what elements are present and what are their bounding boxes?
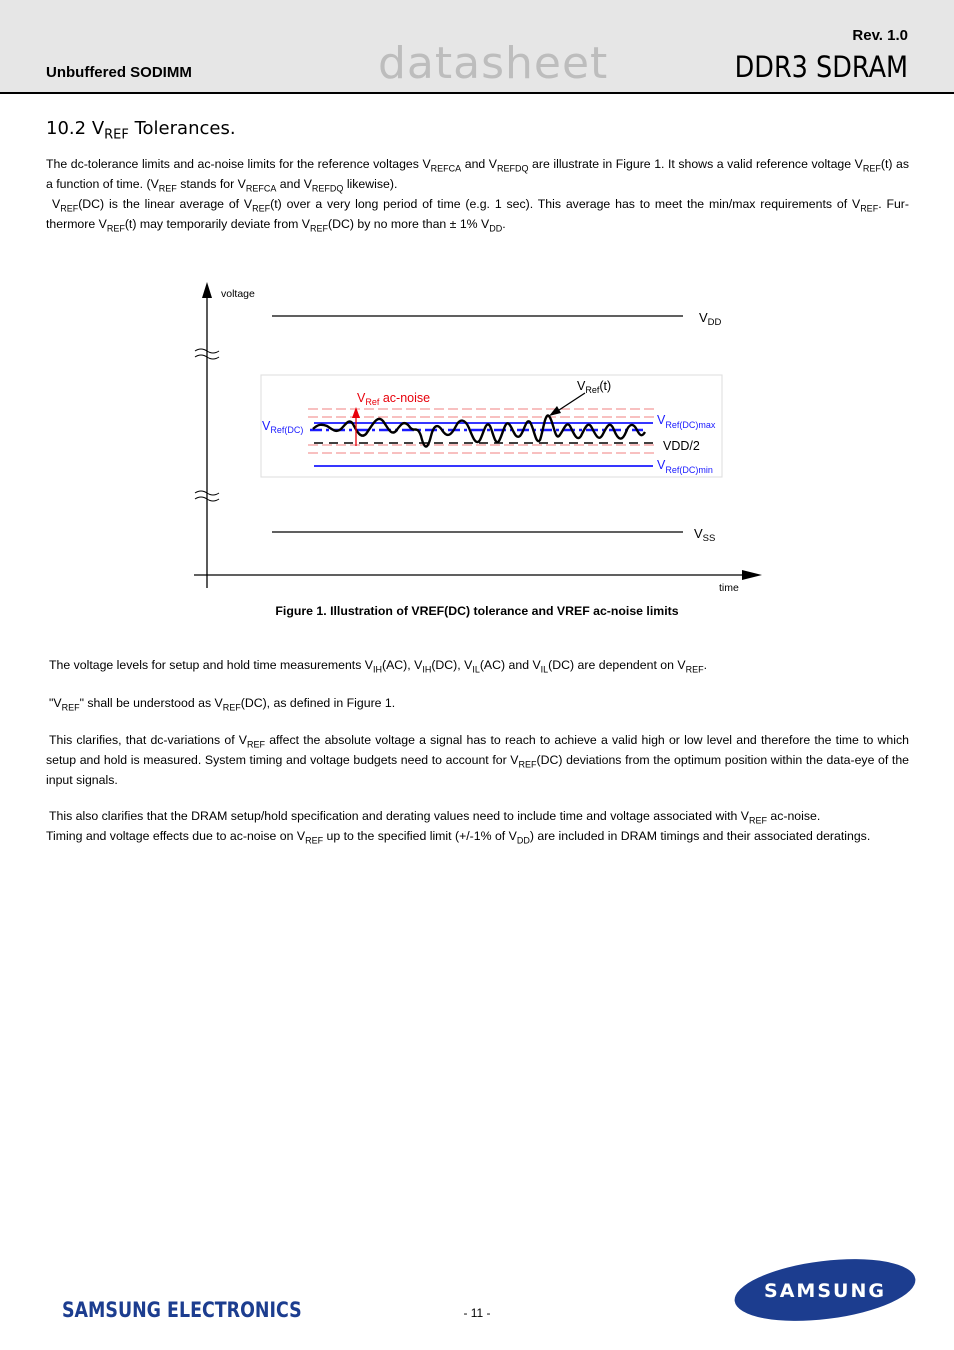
paragraph-ac-noise-derating: This also clarifies that the DRAM setup/hold specification and derating values need to include time and voltage associated with $V_{REF}$ ac-noise. bbox=[49, 809, 821, 826]
document-title: DDR3 SDRAM bbox=[734, 50, 908, 84]
x-axis-arrow bbox=[742, 570, 762, 580]
vref-ac-noise-label: $V_{Ref}$ ac-noise bbox=[357, 391, 431, 407]
vref-dc-max-label: $V_{Ref(DC)max}$ bbox=[657, 413, 716, 430]
vref-dc-min-label: $V_{Ref(DC)min}$ bbox=[657, 458, 713, 475]
samsung-logo bbox=[732, 1256, 922, 1326]
revision: Rev. 1.0 bbox=[852, 27, 908, 44]
axis-label-time: time bbox=[719, 582, 739, 594]
axis-label-voltage: voltage bbox=[221, 288, 255, 300]
watermark: datasheet bbox=[378, 38, 609, 89]
vref-t-label: $V_{Ref}(t)$ bbox=[577, 379, 612, 395]
logo-text: SAMSUNG bbox=[764, 1280, 886, 1302]
vdd-label: $V_{DD}$ bbox=[699, 310, 722, 328]
paragraph-vref-definition: "$V_{REF}$" shall be understood as $V_{REF}(DC)$, as defined in Figure 1. bbox=[49, 696, 396, 713]
vref-dc-label: $V_{Ref(DC)}$ bbox=[262, 419, 304, 435]
section-title: 10.2 $V_{REF}$ Tolerances. bbox=[46, 118, 236, 143]
paragraph-dc-variations: This clarifies, that dc-variations of $V_{REF}$ affect the absolute voltage a signal has to reach to achieve a valid high or low level and therefore the time to which setup and hold is measured. System timing and voltage budgets need to account for $V_{REF}(DC)$ deviations from the optimum position within the data-eye of the input signals. bbox=[46, 733, 910, 787]
paragraph-ac-noise-timing: Timing and voltage effects due to ac-noise on $V_{REF}$ up to the specified limit (+/-1% of $V_{DD}$) are included in DRAM timings and their associated deratings. bbox=[46, 829, 871, 846]
vref-tolerance-figure bbox=[180, 276, 780, 596]
product-name: Unbuffered SODIMM bbox=[46, 64, 192, 81]
plot-box bbox=[261, 375, 722, 477]
vdd-half-label: VDD/2 bbox=[663, 439, 700, 453]
figure-caption: Figure 1. Illustration of VREF(DC) tolerance and VREF ac-noise limits bbox=[275, 604, 679, 618]
vss-label: $V_{SS}$ bbox=[694, 526, 716, 544]
footer-company: SAMSUNG ELECTRONICS bbox=[62, 1298, 302, 1322]
page-number: - 11 - bbox=[463, 1306, 491, 1320]
paragraph-vref-dc: $V_{REF}(DC)$ is the linear average of $V_{REF}(t)$ over a very long period of time (e.g. 1 sec). This average has to meet the min/max requirements of $V_{REF}$. Fur-thermore $V_{REF}(t)$ may temporarily deviate from $V_{REF}(DC)$ by no more than ± 1% $V_{DD}$. bbox=[46, 197, 909, 234]
paragraph-setup-hold: The voltage levels for setup and hold time measurements $V_{IH}(AC)$, $V_{IH}(DC)$, $V_{IL}(AC)$ and $V_{IL}(DC)$ are dependent on $V_{REF}$. bbox=[49, 658, 707, 675]
y-axis-arrow bbox=[202, 282, 212, 298]
header-rule bbox=[0, 92, 954, 94]
paragraph-intro: The dc-tolerance limits and ac-noise limits for the reference voltages $V_{REFCA}$ and $V_{REFDQ}$ are illustrate in Figure 1. It shows a valid reference voltage $V_{REF}(t)$ as a function of time. ($V_{REF}$ stands for $V_{REFCA}$ and $V_{REFDQ}$ likewise). bbox=[46, 157, 909, 194]
